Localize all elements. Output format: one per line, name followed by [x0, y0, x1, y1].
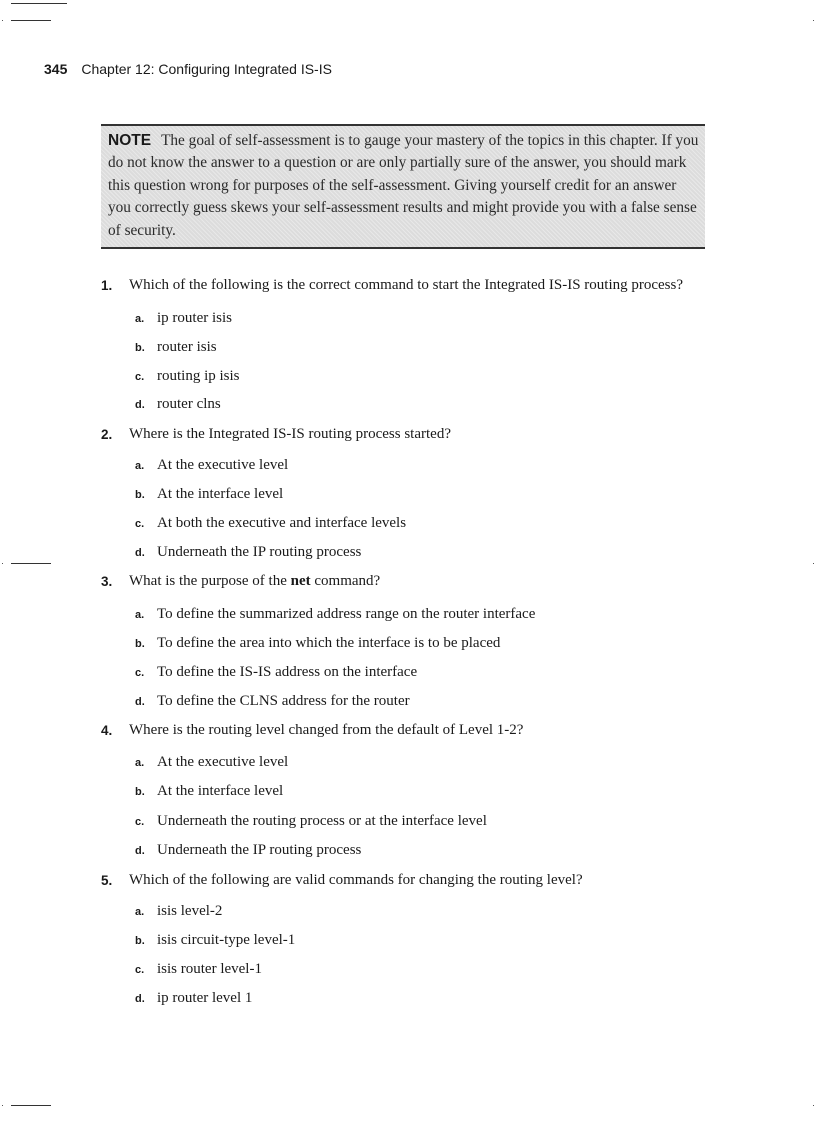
option-text: Underneath the IP routing process	[157, 544, 362, 560]
question-text: Where is the Integrated IS-IS routing process started?	[129, 426, 451, 442]
option-letter: d.	[135, 399, 145, 411]
option-letter: c.	[135, 816, 145, 828]
crop-mark	[11, 1105, 51, 1106]
question-number: 4.	[101, 723, 113, 738]
question-text: Where is the routing level changed from the default of Level 1-2?	[129, 722, 524, 738]
option-text: Underneath the routing process or at the interface level	[157, 813, 487, 829]
option-letter: a.	[135, 460, 145, 472]
crop-tick	[2, 20, 3, 21]
option-letter: d.	[135, 993, 145, 1005]
option-letter: a.	[135, 906, 145, 918]
option-letter: c.	[135, 518, 145, 530]
question-number: 3.	[101, 574, 113, 589]
option-text: isis level-2	[157, 903, 223, 919]
crop-tick	[2, 563, 3, 564]
crop-mark	[11, 563, 51, 564]
option-letter: c.	[135, 371, 145, 383]
option-text: To define the IS-IS address on the interface	[157, 664, 418, 680]
question-text: Which of the following are valid commands for changing the routing level?	[129, 872, 583, 888]
option-letter: b.	[135, 935, 145, 947]
crop-tick	[813, 1105, 814, 1106]
option-letter: a.	[135, 609, 145, 621]
option-text: ip router level 1	[157, 990, 253, 1006]
option-text: At the executive level	[157, 457, 289, 473]
option-text: Underneath the IP routing process	[157, 842, 362, 858]
page-number: 345	[44, 61, 68, 77]
option-text: router isis	[157, 339, 217, 355]
option-text: routing ip isis	[157, 368, 240, 384]
option-letter: c.	[135, 964, 145, 976]
option-text: To define the summarized address range on the router interface	[157, 606, 536, 622]
option-text: isis router level-1	[157, 961, 262, 977]
crop-tick	[813, 563, 814, 564]
question-number: 1.	[101, 278, 113, 293]
option-text: ip router isis	[157, 310, 232, 326]
option-letter: b.	[135, 638, 145, 650]
crop-mark	[11, 20, 51, 21]
question-number: 5.	[101, 873, 113, 888]
option-text: At the interface level	[157, 486, 284, 502]
question-text-end: command?	[310, 573, 381, 589]
option-text: At the executive level	[157, 754, 289, 770]
option-letter: d.	[135, 845, 145, 857]
question-text: Which of the following is the correct command to start the Integrated IS-IS routing process?	[129, 277, 684, 293]
crop-tick	[2, 1105, 3, 1106]
option-letter: b.	[135, 786, 145, 798]
option-letter: a.	[135, 757, 145, 769]
note-label: NOTE	[108, 132, 152, 149]
question-number: 2.	[101, 427, 113, 442]
option-text: To define the area into which the interface is to be placed	[157, 635, 501, 651]
command-net: net	[290, 573, 311, 589]
option-letter: d.	[135, 696, 145, 708]
option-letter: c.	[135, 667, 145, 679]
note-text: The goal of self-assessment is to gauge your mastery of the topics in this chapter. If you do not know the answer to a question or are only partially sure of the answer, you should mark this question wrong for purposes of the self-assessment. Giving yourself credit for an answer you correctly guess skews your self-assessment results and might provide you with a false sense of security.	[108, 132, 699, 239]
option-text: router clns	[157, 396, 221, 412]
crop-mark	[11, 3, 67, 4]
chapter-title: Chapter 12: Configuring Integrated IS-IS	[81, 61, 332, 77]
question-text-start: What is the purpose of the	[129, 573, 291, 589]
crop-tick	[813, 20, 814, 21]
option-letter: b.	[135, 489, 145, 501]
question-text	[129, 573, 380, 590]
option-letter: d.	[135, 547, 145, 559]
option-letter: b.	[135, 342, 145, 354]
option-text: To define the CLNS address for the router	[157, 693, 410, 709]
option-text: isis circuit-type level-1	[157, 932, 296, 948]
running-header	[44, 61, 332, 77]
option-text: At the interface level	[157, 783, 284, 799]
option-text: At both the executive and interface levels	[157, 515, 407, 531]
option-letter: a.	[135, 313, 145, 325]
note-box	[101, 124, 705, 249]
